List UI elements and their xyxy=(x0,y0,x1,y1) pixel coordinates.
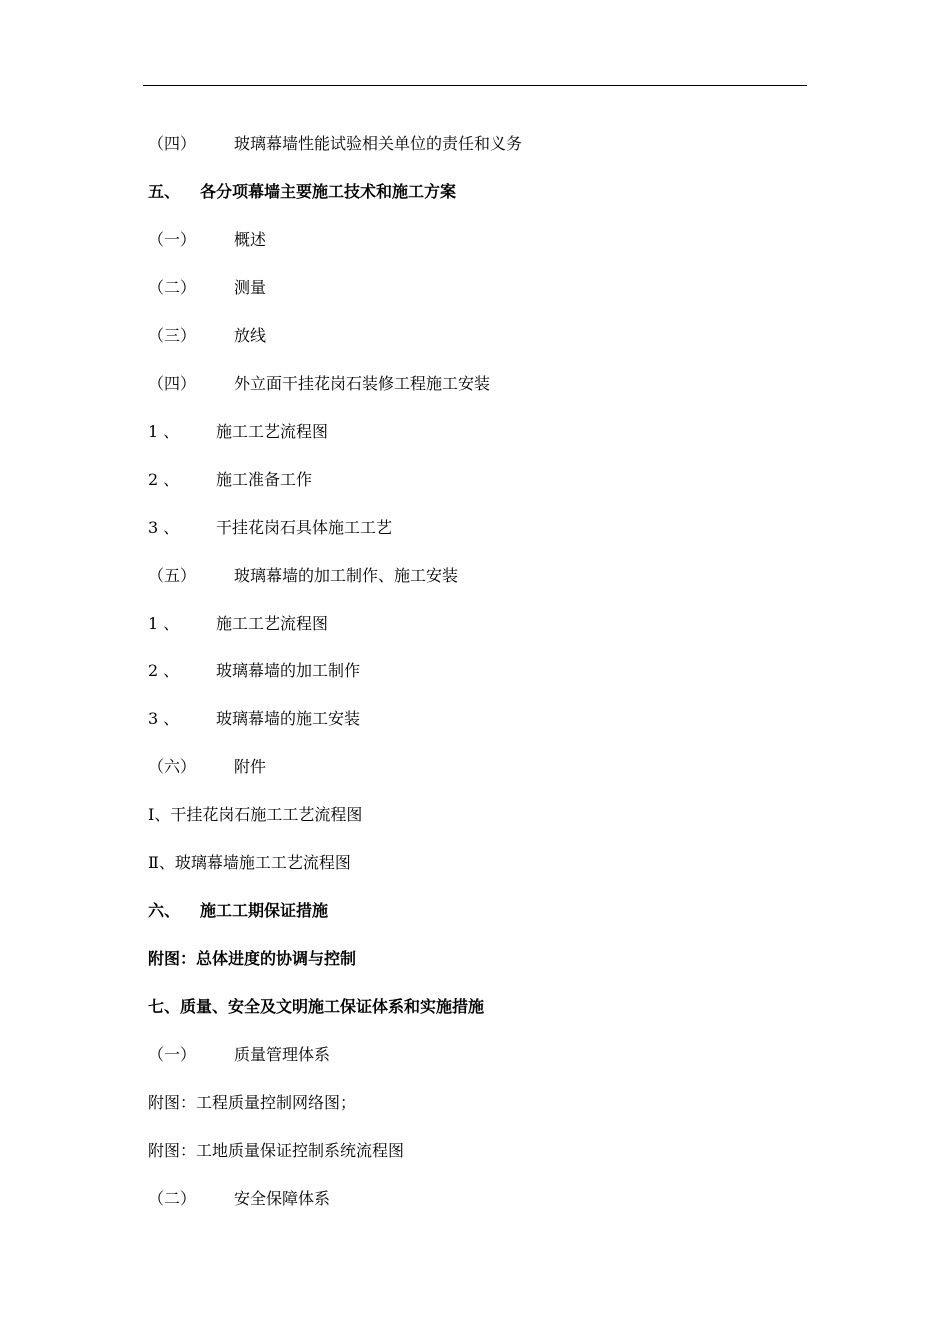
toc-entry xyxy=(148,226,266,254)
toc-entry xyxy=(148,993,484,1021)
toc-entry-number: 1 、 xyxy=(148,613,180,633)
toc-entry-title: 测量 xyxy=(234,277,267,297)
toc-entry-title: Ⅱ、玻璃幕墙施工工艺流程图 xyxy=(148,853,351,873)
toc-entry xyxy=(148,801,362,829)
toc-entry-number: 2 、 xyxy=(148,661,180,681)
toc-entry-title: 质量管理体系 xyxy=(234,1045,331,1065)
toc-entry-number: 1 、 xyxy=(148,421,180,441)
toc-entry-number: 五、 xyxy=(148,181,181,201)
toc-entry-number: （二） xyxy=(148,277,197,297)
toc-entry xyxy=(148,1041,330,1069)
toc-entry xyxy=(148,418,328,446)
toc-entry-title: 放线 xyxy=(234,325,267,345)
toc-entry-number: （一） xyxy=(148,1045,197,1065)
toc-entry-title: 附件 xyxy=(234,757,267,777)
toc-entry-title: 七、质量、安全及文明施工保证体系和实施措施 xyxy=(148,997,485,1017)
toc-entry-title: 附图：总体进度的协调与控制 xyxy=(148,949,357,969)
toc-entry-title: Ⅰ、干挂花岗石施工工艺流程图 xyxy=(148,805,363,825)
toc-entry-title: 外立面干挂花岗石装修工程施工安装 xyxy=(234,373,491,393)
toc-entry-number: （六） xyxy=(148,757,197,777)
toc-entry xyxy=(148,322,266,350)
toc-entry xyxy=(148,1089,356,1117)
toc-entry xyxy=(148,130,522,158)
toc-entry-number: 2 、 xyxy=(148,469,180,489)
toc-entry-title: 附图：工程质量控制网络图； xyxy=(148,1093,357,1112)
toc-entry-number: （四） xyxy=(148,134,197,153)
toc-entry xyxy=(148,1185,330,1213)
toc-entry-number: （一） xyxy=(148,229,197,249)
toc-entry-title: 玻璃幕墙的加工制作 xyxy=(216,661,361,681)
toc-entry-title: 玻璃幕墙的加工制作、施工安装 xyxy=(234,565,459,585)
toc-entry-title: 施工工期保证措施 xyxy=(200,901,329,921)
toc-entry-number: （二） xyxy=(148,1188,197,1208)
toc-entry xyxy=(148,514,392,542)
toc-entry xyxy=(148,370,490,398)
toc-entry-title: 施工工艺流程图 xyxy=(216,613,329,633)
toc-entry-number: 3 、 xyxy=(148,709,180,729)
toc-entry xyxy=(148,849,351,877)
toc-entry-number: 3 、 xyxy=(148,517,180,537)
toc-entry xyxy=(148,610,328,638)
toc-entry xyxy=(148,562,458,590)
toc-entry xyxy=(148,705,360,733)
toc-entry-title: 安全保障体系 xyxy=(234,1188,331,1208)
toc-entry xyxy=(148,945,356,973)
toc-entry-number: 六、 xyxy=(148,901,181,921)
toc-entry-title: 干挂花岗石具体施工工艺 xyxy=(216,517,393,537)
toc-entry xyxy=(148,1137,404,1165)
toc-entry-number: （三） xyxy=(148,325,197,345)
toc-entry-number: （五） xyxy=(148,565,197,585)
toc-entry xyxy=(148,178,456,206)
toc-entry xyxy=(148,897,328,925)
toc-entry-title: 施工准备工作 xyxy=(216,469,313,489)
header-rule xyxy=(143,85,807,86)
toc-entry-title: 概述 xyxy=(234,229,267,249)
toc-entry-title: 各分项幕墙主要施工技术和施工方案 xyxy=(200,181,457,201)
toc-entry-title: 玻璃幕墙的施工安装 xyxy=(216,709,361,729)
toc-entry xyxy=(148,657,360,685)
toc-entry-title: 施工工艺流程图 xyxy=(216,421,329,441)
toc-entry xyxy=(148,466,312,494)
toc-entry xyxy=(148,274,266,302)
toc-entry-title: 玻璃幕墙性能试验相关单位的责任和义务 xyxy=(234,134,523,153)
toc-entry-title: 附图：工地质量保证控制系统流程图 xyxy=(148,1140,405,1160)
toc-entry xyxy=(148,753,266,781)
toc-entry-number: （四） xyxy=(148,373,197,393)
